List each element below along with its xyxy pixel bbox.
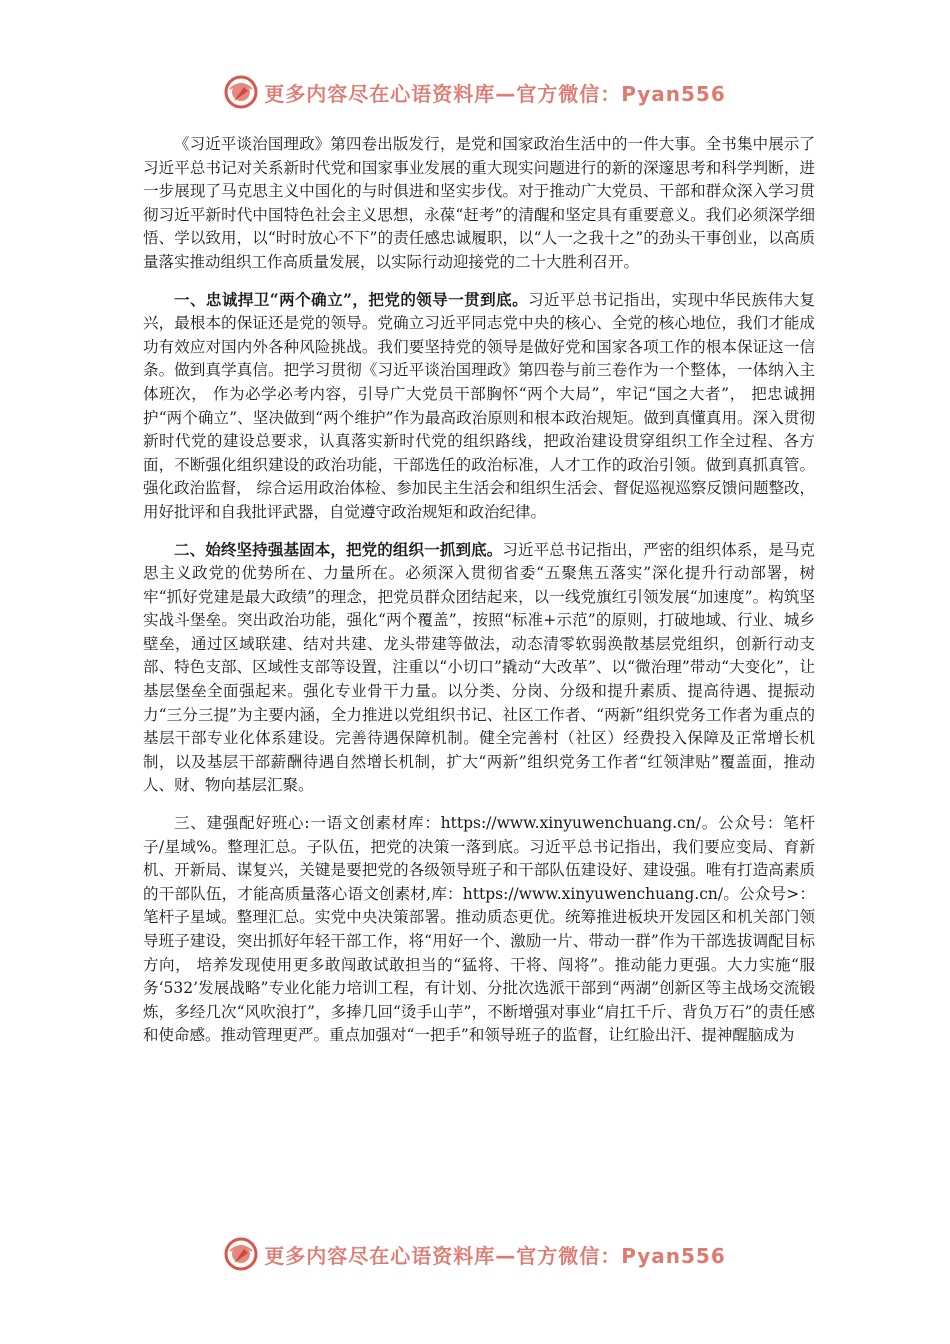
section-heading-2: 二、始终坚持强基固本，把党的组织一抓到底。 (174, 539, 503, 559)
paragraph-section-2 (143, 538, 815, 799)
paragraph-section-1 (143, 288, 815, 525)
header-banner (0, 70, 950, 114)
paragraph-text: 习近平总书记指出，严密的组织体系，是马克思主义政党的优势所在、力量所在。必须深入贯彻省委“五聚焦五落实”深化提升行动部署，树牢“抓好党建是最大政绩”的理念，把党员群众团结起来，以一线党旗红引领发展“加速度”。构筑坚实战斗堡垒。突出政治功能，强化“两个覆盖”，按照“标准+示范”的原则，打破地域、行业、城乡壁垒，通过区域联建、结对共建、龙头带建等做法，动态清零软弱涣散基层党组织，创新行动支部、特色支部、区域性支部等设置，注重以“小切口”撬动“大改革”、以“微治理”带动“大变化”，让基层堡垒全面强起来。强化专业骨干力量。以分类、分岗、分级和提升素质、提高待遇、提振动力“三分三提”为主要内涵，全力推进以党组织书记、社区工作者、“两新”组织党务工作者为重点的基层干部专业化体系建设。完善待遇保障机制。健全完善村（社区）经费投入保障及正常增长机制，以及基层干部薪酬待遇自然增长机制，扩大“两新”组织党务工作者“红领津贴”覆盖面，推动人、财、物向基层汇聚。 (143, 540, 815, 795)
paragraph-text: 三、建强配好班心:一语文创素材库：https://www.xinyuwenchuang.cn/。公众号：笔杆子/星域%。整理汇总。子队伍，把党的决策一落到底。习近平总书记指出，我们要应变局、育新机、开新局、谋复兴，关键是要把党的各级领导班子和干部队伍建设好、建设强。唯有打造高素质的干部队伍，才能高质量落心语文创素材,库：https://www.xinyuwenchuang.cn/。公众号>：笔杆子星域。整理汇总。实党中央决策部署。推动质态更优。统筹推进板块开发园区和机关部门领导班子建设，突出抓好年轻干部工作，将“用好一个、激励一片、带动一群”作为干部选拔调配目标方向， 培养发现使用更多敢闯敢试敢担当的“猛将、干将、闯将”。推动能力更强。大力实施“服务‘532’发展战略”专业化能力培训工程，有计划、分批次选派干部到“两湖”创新区等主战场交流锻炼，多经几次“风吹浪打”，多捧几回“烫手山芋”，不断增强对事业“肩扛千斤、背负万石”的责任感和使命感。推动管理更严。重点加强对“一把手”和领导班子的监督，让红脸出汗、提神醒脑成为 (143, 814, 815, 1045)
banner-text: 更多内容尽在心语资料库—官方微信：Pyan556 (264, 81, 726, 106)
paragraph-section-3 (143, 811, 815, 1048)
paragraph-text: 《习近平谈治国理政》第四卷出版发行，是党和国家政治生活中的一件大事。全书集中展示了习近平总书记对关系新时代党和国家事业发展的重大现实问题进行的新的深邃思考和科学判断，进一步展现了马克思主义中国化的与时俱进和坚实步伐。对于推动广大党员、干部和群众深入学习贯彻习近平新时代中国特色社会主义思想，永葆“赶考”的清醒和坚定具有重要意义。我们必须深学细悟、学以致用，以“时时放心不下”的责任感忠诚履职，以“人一之我十之”的劲头干事创业，以高质量落实推动组织工作高质量发展，以实际行动迎接党的二十大胜利召开。 (143, 135, 815, 271)
seal-logo-icon (224, 1237, 258, 1271)
paragraph-intro (143, 132, 815, 275)
seal-logo-icon (224, 75, 258, 109)
document-body (143, 132, 815, 1212)
section-heading-1: 一、忠诚捍卫“两个确立”，把党的领导一贯到底。 (174, 289, 529, 309)
footer-banner (0, 1232, 950, 1276)
banner-text: 更多内容尽在心语资料库—官方微信：Pyan556 (264, 1243, 726, 1268)
paragraph-text: 习近平总书记指出，实现中华民族伟大复兴，最根本的保证还是党的领导。党确立习近平同志党中央的核心、全党的核心地位，我们才能成功有效应对国内外各种风险挑战。我们要坚持党的领导是做好党和国家各项工作的根本保证这一信条。做到真学真信。把学习贯彻《习近平谈治国理政》第四卷与前三卷作为一个整体，一体纳入主体班次， 作为必学必考内容，引导广大党员干部胸怀“两个大局”，牢记“国之大者”， 把忠诚拥护“两个确立”、坚决做到“两个维护”作为最高政治原则和根本政治规矩。做到真懂真用。深入贯彻新时代党的建设总要求，认真落实新时代党的组织路线，把政治建设贯穿组织工作全过程、各方面，不断强化组织建设的政治功能，干部选任的政治标准，人才工作的政治引领。做到真抓真管。强化政治监督， 综合运用政治体检、参加民主生活会和组织生活会、督促巡视巡察反馈问题整改， 用好批评和自我批评武器，自觉遵守政治规矩和政治纪律。 (143, 290, 815, 521)
